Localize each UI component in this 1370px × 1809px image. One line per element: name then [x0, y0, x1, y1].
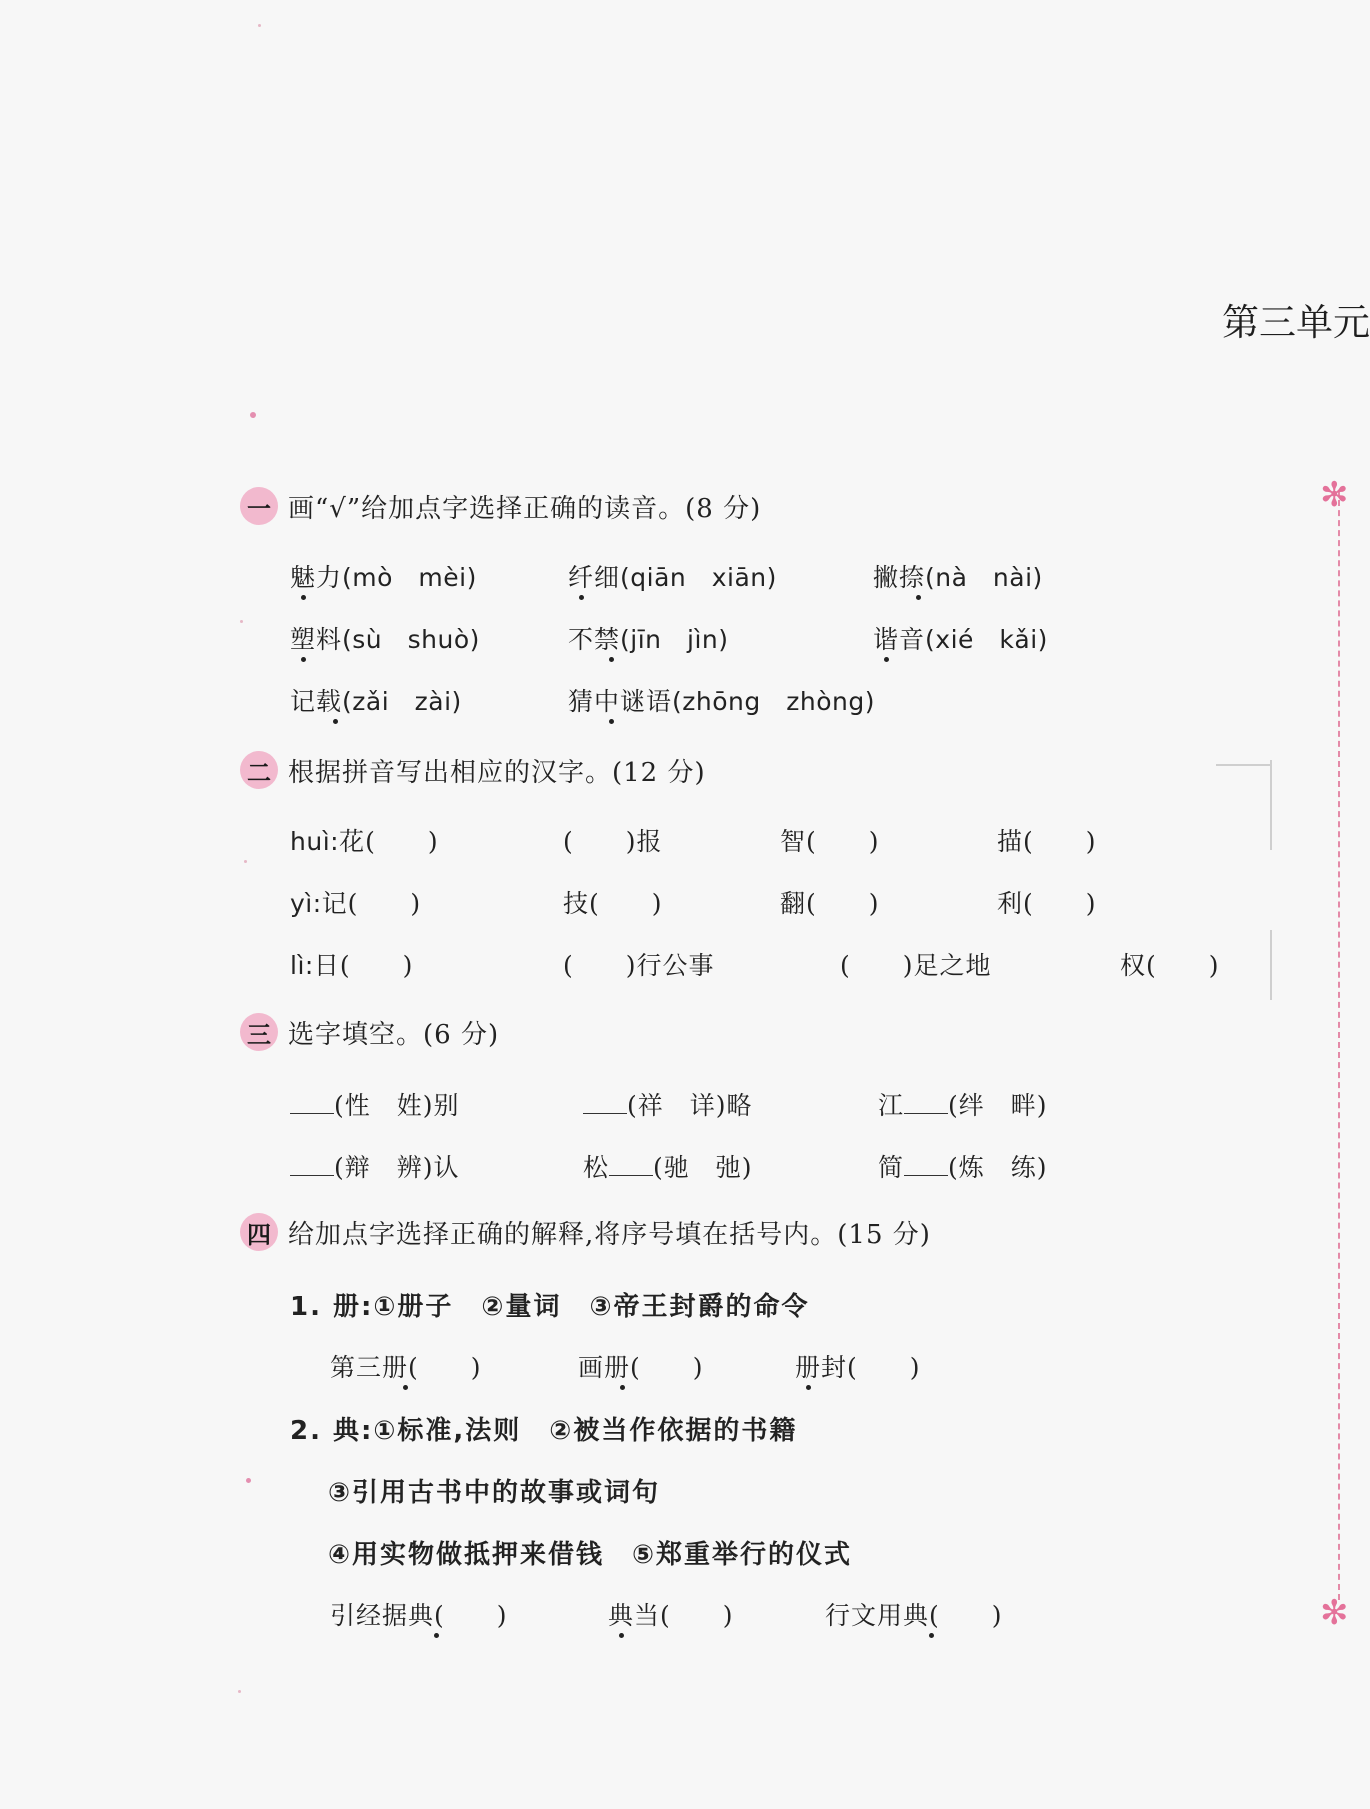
pronunciation-item	[290, 682, 462, 718]
emphasis-dot	[434, 1633, 439, 1638]
choose-char-item: 江 (绊 畔)	[878, 1091, 1048, 1120]
word: 猜中谜语	[568, 687, 673, 716]
choose-char-item: 松 (驰 弛)	[583, 1153, 753, 1182]
choose-char-item: (辩 辨)认	[290, 1148, 460, 1184]
pronunciation-item	[568, 558, 777, 594]
section-1-header	[240, 486, 761, 526]
pronunciation-item	[568, 682, 875, 718]
answer-blank[interactable]	[904, 1155, 948, 1176]
word: 谐音	[873, 625, 926, 654]
pronunciation-item	[290, 558, 477, 594]
pinyin-choices: (xié kǎi)	[925, 625, 1048, 654]
word: 塑料	[290, 625, 343, 654]
answer-blank[interactable]	[904, 1093, 948, 1114]
answer-blank[interactable]	[609, 1155, 653, 1176]
scan-mark	[1270, 760, 1272, 850]
pinyin-row-item	[290, 822, 439, 858]
margin-speck	[250, 412, 256, 418]
pinyin-label: huì:	[290, 827, 340, 856]
pinyin-choices: (zǎi zài)	[342, 687, 462, 716]
word: 不禁	[568, 625, 621, 654]
asterisk-icon: ✻	[1320, 1593, 1349, 1633]
unit-title: 第三单元	[1222, 301, 1370, 344]
emphasis-dot	[806, 1385, 811, 1390]
definition-item: 行文用典( )	[825, 1601, 1003, 1630]
section-title: 给加点字选择正确的解释,将序号填在括号内。(15 分)	[288, 1219, 931, 1250]
pinyin-choices: (sù shuò)	[342, 625, 480, 654]
section-title: 选字填空。(6 分)	[288, 1019, 500, 1050]
word: 记载	[290, 687, 343, 716]
choose-char-item: (祥 详)略	[583, 1086, 753, 1122]
section-2-header	[240, 750, 706, 790]
word: 魅力	[290, 563, 343, 592]
margin-speck	[240, 620, 243, 623]
answer-blank[interactable]	[583, 1093, 627, 1114]
pronunciation-item	[290, 620, 480, 656]
fill-item: 花( )	[339, 827, 439, 856]
answer-blank[interactable]	[290, 1093, 334, 1114]
emphasis-dot	[301, 595, 306, 600]
word: 纤细	[568, 563, 621, 592]
choose-char-item: 简 (炼 练)	[878, 1153, 1048, 1182]
section-number-badge: 四	[240, 1213, 278, 1251]
pinyin-choices: (zhōng zhòng)	[672, 687, 875, 716]
scan-mark	[1216, 764, 1272, 766]
fill-item: 利( )	[997, 889, 1097, 918]
scan-mark	[1270, 930, 1272, 1000]
fill-item: ( )行公事	[563, 951, 715, 980]
emphasis-dot	[620, 1385, 625, 1390]
pronunciation-item	[873, 620, 1048, 656]
margin-speck	[258, 24, 261, 27]
margin-speck	[246, 1478, 251, 1483]
definition-item: 典当( )	[608, 1601, 734, 1630]
margin-speck	[238, 1690, 241, 1693]
pinyin-row-item	[290, 884, 421, 920]
emphasis-dot	[929, 1633, 934, 1638]
definition-item: 册封( )	[795, 1353, 921, 1382]
fill-item: 描( )	[997, 827, 1097, 856]
emphasis-dot	[916, 595, 921, 600]
section-4-header	[240, 1212, 931, 1252]
emphasis-dot	[609, 719, 614, 724]
fill-item: 智( )	[780, 827, 880, 856]
pronunciation-item	[873, 558, 1043, 594]
emphasis-dot	[403, 1385, 408, 1390]
word: 撇捺	[873, 563, 926, 592]
pinyin-label: yì:	[290, 889, 322, 918]
answer-blank[interactable]	[290, 1155, 334, 1176]
page-edge-dashed-line	[1338, 490, 1340, 1600]
section-title: 根据拼音写出相应的汉字。(12 分)	[288, 757, 706, 788]
definition-item: 画册( )	[578, 1353, 704, 1382]
fill-item: ( )足之地	[840, 951, 992, 980]
pinyin-label: lì:	[290, 951, 314, 980]
section-number-badge: 二	[240, 751, 278, 789]
question-2-definition-line: ③引用古书中的故事或词句	[328, 1478, 661, 1508]
section-number-badge: 一	[240, 487, 278, 525]
emphasis-dot	[301, 657, 306, 662]
pinyin-row-item	[290, 946, 413, 982]
pronunciation-item	[568, 620, 729, 656]
pinyin-choices: (nà nài)	[925, 563, 1043, 592]
pinyin-choices: (jīn jìn)	[620, 625, 729, 654]
question-2-definitions: 2. 典:①标准,法则 ②被当作依据的书籍	[290, 1416, 798, 1446]
emphasis-dot	[333, 719, 338, 724]
question-1-definitions: 1. 册:①册子 ②量词 ③帝王封爵的命令	[290, 1292, 810, 1322]
margin-speck	[244, 860, 247, 863]
section-number-badge: 三	[240, 1013, 278, 1051]
pinyin-choices: (qiān xiān)	[620, 563, 777, 592]
choose-char-item: (性 姓)别	[290, 1086, 460, 1122]
fill-item: 技( )	[563, 889, 663, 918]
asterisk-icon: ✻	[1320, 475, 1349, 515]
section-3-header	[240, 1012, 499, 1052]
emphasis-dot	[619, 1633, 624, 1638]
pinyin-choices: (mò mèi)	[342, 563, 477, 592]
emphasis-dot	[579, 595, 584, 600]
fill-item: 翻( )	[780, 889, 880, 918]
question-2-definition-line: ④用实物做抵押来借钱 ⑤郑重举行的仪式	[328, 1540, 853, 1570]
fill-item: ( )报	[563, 827, 663, 856]
emphasis-dot	[609, 657, 614, 662]
emphasis-dot	[884, 657, 889, 662]
fill-item: 权( )	[1120, 951, 1220, 980]
definition-item: 第三册( )	[330, 1353, 482, 1382]
fill-item: 记( )	[321, 889, 422, 918]
section-title: 画“√”给加点字选择正确的读音。(8 分)	[288, 493, 762, 524]
fill-item: 日( )	[313, 951, 414, 980]
definition-item: 引经据典( )	[330, 1601, 508, 1630]
